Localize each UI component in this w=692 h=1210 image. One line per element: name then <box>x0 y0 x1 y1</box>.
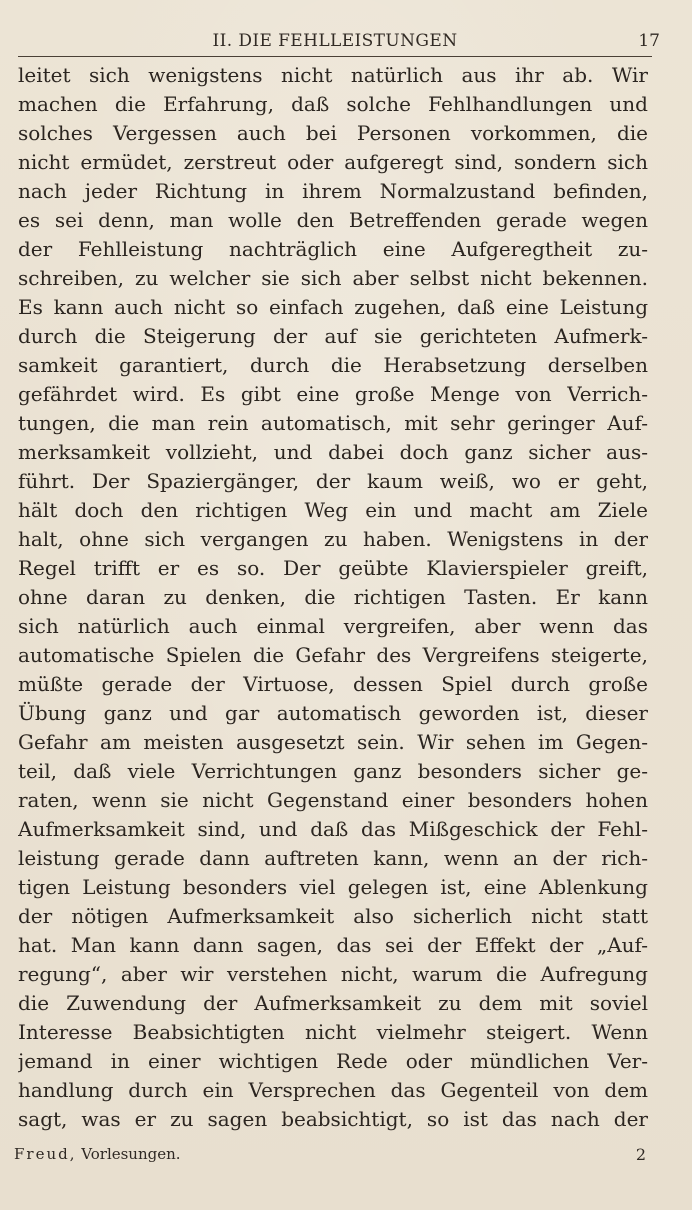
text-line: solches Vergessen auch bei Personen vorkommen, die <box>18 121 648 145</box>
text-line: Aufmerksamkeit sind, und daß das Mißgeschick der Fehl- <box>18 817 648 841</box>
body-text <box>18 61 648 1134</box>
text-line: gefährdet wird. Es gibt eine große Menge von Verrich- <box>18 382 648 406</box>
text-line: teil, daß viele Verrichtungen ganz besonders sicher ge- <box>18 759 648 783</box>
text-line: regung“, aber wir verstehen nicht, warum die Aufregung <box>18 962 648 986</box>
text-line: der nötigen Aufmerksamkeit also sicherlich nicht statt <box>18 904 648 928</box>
text-line: machen die Erfahrung, daß solche Fehlhandlungen und <box>18 92 648 116</box>
text-line: nach jeder Richtung in ihrem Normalzustand befinden, <box>18 179 648 203</box>
text-line: der Fehlleistung nachträglich eine Aufgeregtheit zu- <box>18 237 648 261</box>
text-line: es sei denn, man wolle den Betreffenden gerade wegen <box>18 208 648 232</box>
text-line: halt, ohne sich vergangen zu haben. Wenigstens in der <box>18 527 648 551</box>
footer-author: Freud, <box>14 1145 77 1163</box>
text-line: hält doch den richtigen Weg ein und macht am Ziele <box>18 498 648 522</box>
text-line: hat. Man kann dann sagen, das sei der Effekt der „Auf- <box>18 933 648 957</box>
text-line: ohne daran zu denken, die richtigen Tasten. Er kann <box>18 585 648 609</box>
page-number: 17 <box>638 31 660 51</box>
text-line: nicht ermüdet, zerstreut oder aufgeregt sind, sondern sich <box>18 150 648 174</box>
footer-work: Vorlesungen. <box>81 1145 181 1163</box>
text-line: tungen, die man rein automatisch, mit sehr geringer Auf- <box>18 411 648 435</box>
text-line: merksamkeit vollzieht, und dabei doch ganz sicher aus- <box>18 440 648 464</box>
text-line: jemand in einer wichtigen Rede oder mündlichen Ver- <box>18 1049 648 1073</box>
text-line: sagt, was er zu sagen beabsichtigt, so ist das nach der <box>18 1107 648 1131</box>
text-line: schreiben, zu welcher sie sich aber selbst nicht bekennen. <box>18 266 648 290</box>
text-line: die Zuwendung der Aufmerksamkeit zu dem mit soviel <box>18 991 648 1015</box>
text-line: Regel trifft er es so. Der geübte Klavierspieler greift, <box>18 556 648 580</box>
text-line: handlung durch ein Versprechen das Gegenteil von dem <box>18 1078 648 1102</box>
text-line: leitet sich wenigstens nicht natürlich aus ihr ab. Wir <box>18 63 648 87</box>
text-line: Übung ganz und gar automatisch geworden ist, dieser <box>18 701 648 725</box>
text-line: sich natürlich auch einmal vergreifen, aber wenn das <box>18 614 648 638</box>
text-line: Interesse Beabsichtigten nicht vielmehr steigert. Wenn <box>18 1020 648 1044</box>
chapter-title: II. DIE FEHLLEISTUNGEN <box>212 31 458 51</box>
text-line: führt. Der Spaziergänger, der kaum weiß, wo er geht, <box>18 469 648 493</box>
text-line: leistung gerade dann auftreten kann, wenn an der rich- <box>18 846 648 870</box>
running-header <box>18 28 660 57</box>
signature-mark: 2 <box>635 1145 646 1164</box>
text-line: durch die Steigerung der auf sie gerichteten Aufmerk- <box>18 324 648 348</box>
text-line: automatische Spielen die Gefahr des Vergreifens steigerte, <box>18 643 648 667</box>
text-line: samkeit garantiert, durch die Herabsetzung derselben <box>18 353 648 377</box>
text-line: müßte gerade der Virtuose, dessen Spiel durch große <box>18 672 648 696</box>
text-line: raten, wenn sie nicht Gegenstand einer besonders hohen <box>18 788 648 812</box>
text-line: Es kann auch nicht so einfach zugehen, daß eine Leistung <box>18 295 648 319</box>
text-line: Gefahr am meisten ausgesetzt sein. Wir sehen im Gegen- <box>18 730 648 754</box>
text-line: tigen Leistung besonders viel gelegen ist, eine Ablenkung <box>18 875 648 899</box>
footer-signature <box>14 1145 181 1163</box>
